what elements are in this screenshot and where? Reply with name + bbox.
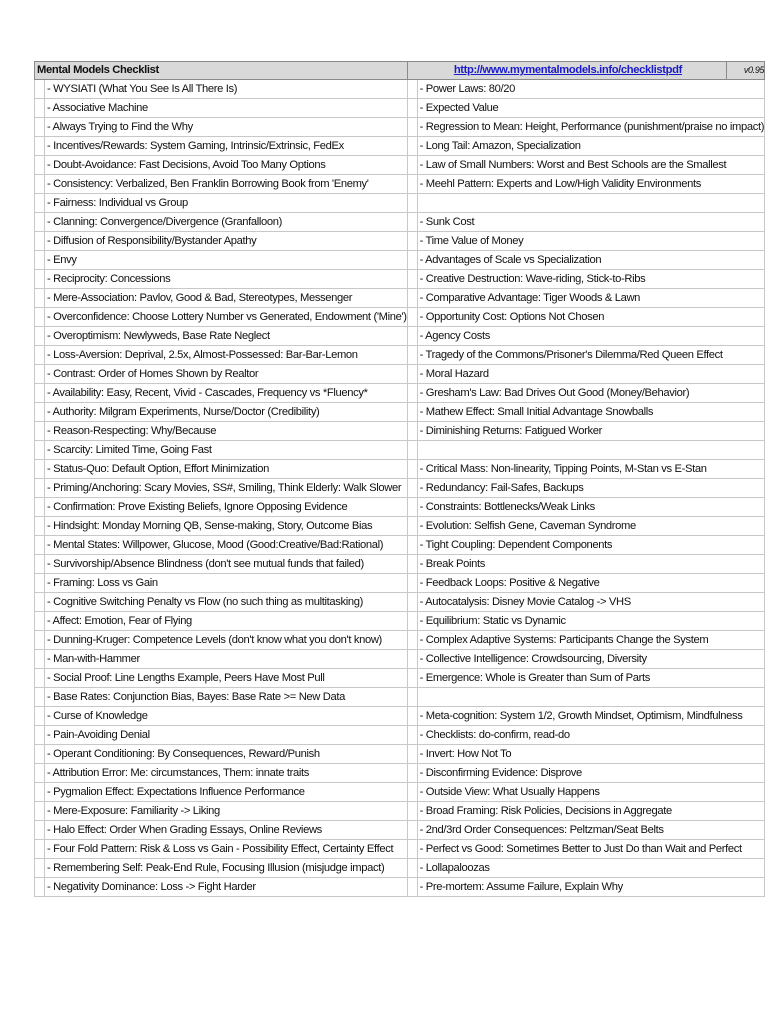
checklist-item-left: - Clanning: Convergence/Divergence (Granfalloon) <box>45 213 408 232</box>
row-gutter-left <box>35 194 45 213</box>
row-gutter-right <box>407 194 417 213</box>
checklist-item-left: - Reciprocity: Concessions <box>45 270 408 289</box>
checklist-item-right: - Outside View: What Usually Happens <box>417 783 765 802</box>
row-gutter-right <box>407 251 417 270</box>
row-gutter-right <box>407 80 417 99</box>
row-gutter-right <box>407 137 417 156</box>
table-row <box>35 517 765 536</box>
table-row <box>35 289 765 308</box>
table-row <box>35 612 765 631</box>
row-gutter-right <box>407 631 417 650</box>
row-gutter-right <box>407 232 417 251</box>
checklist-item-right: - Invert: How Not To <box>417 745 765 764</box>
checklist-item-left: - Doubt-Avoidance: Fast Decisions, Avoid Too Many Options <box>45 156 408 175</box>
table-row <box>35 840 765 859</box>
checklist-item-left: - Envy <box>45 251 408 270</box>
checklist-item-right: - Tragedy of the Commons/Prisoner's Dilemma/Red Queen Effect <box>417 346 765 365</box>
checklist-item-right: - Autocatalysis: Disney Movie Catalog -> VHS <box>417 593 765 612</box>
table-row <box>35 175 765 194</box>
row-gutter-left <box>35 365 45 384</box>
table-row <box>35 878 765 897</box>
checklist-item-left: - Overconfidence: Choose Lottery Number vs Generated, Endowment ('Mine') <box>45 308 408 327</box>
checklist-url-link[interactable]: http://www.mymentalmodels.info/checklistpdf <box>407 62 727 80</box>
row-gutter-right <box>407 612 417 631</box>
checklist-item-right: - Broad Framing: Risk Policies, Decisions in Aggregate <box>417 802 765 821</box>
table-row <box>35 555 765 574</box>
table-row <box>35 384 765 403</box>
checklist-item-left: - Authority: Milgram Experiments, Nurse/Doctor (Credibility) <box>45 403 408 422</box>
row-gutter-left <box>35 840 45 859</box>
checklist-item-left: - Fairness: Individual vs Group <box>45 194 408 213</box>
row-gutter-left <box>35 118 45 137</box>
row-gutter-right <box>407 365 417 384</box>
table-row <box>35 99 765 118</box>
table-row <box>35 745 765 764</box>
table-row <box>35 574 765 593</box>
checklist-item-left: - Scarcity: Limited Time, Going Fast <box>45 441 408 460</box>
row-gutter-left <box>35 251 45 270</box>
checklist-item-right: - Opportunity Cost: Options Not Chosen <box>417 308 765 327</box>
checklist-item-right: - Moral Hazard <box>417 365 765 384</box>
row-gutter-left <box>35 517 45 536</box>
table-row <box>35 213 765 232</box>
row-gutter-left <box>35 859 45 878</box>
row-gutter-left <box>35 783 45 802</box>
checklist-item-right: - Equilibrium: Static vs Dynamic <box>417 612 765 631</box>
checklist-item-left: - Hindsight: Monday Morning QB, Sense-making, Story, Outcome Bias <box>45 517 408 536</box>
row-gutter-right <box>407 289 417 308</box>
row-gutter-right <box>407 840 417 859</box>
row-gutter-left <box>35 764 45 783</box>
checklist-item-left: - Curse of Knowledge <box>45 707 408 726</box>
table-row <box>35 156 765 175</box>
checklist-item-right: - Constraints: Bottlenecks/Weak Links <box>417 498 765 517</box>
row-gutter-left <box>35 137 45 156</box>
table-row <box>35 593 765 612</box>
row-gutter-right <box>407 479 417 498</box>
row-gutter-left <box>35 175 45 194</box>
table-row <box>35 821 765 840</box>
checklist-item-left: - Base Rates: Conjunction Bias, Bayes: Base Rate >= New Data <box>45 688 408 707</box>
row-gutter-right <box>407 764 417 783</box>
row-gutter-left <box>35 289 45 308</box>
checklist-item-right: - Feedback Loops: Positive & Negative <box>417 574 765 593</box>
row-gutter-left <box>35 270 45 289</box>
checklist-item-right: - Meta-cognition: System 1/2, Growth Mindset, Optimism, Mindfulness <box>417 707 765 726</box>
row-gutter-left <box>35 213 45 232</box>
table-row <box>35 707 765 726</box>
table-row <box>35 422 765 441</box>
page-title: Mental Models Checklist <box>35 62 408 80</box>
row-gutter-left <box>35 479 45 498</box>
checklist-item-left: - Mental States: Willpower, Glucose, Mood (Good:Creative/Bad:Rational) <box>45 536 408 555</box>
checklist-item-right: - Long Tail: Amazon, Specialization <box>417 137 765 156</box>
row-gutter-left <box>35 555 45 574</box>
row-gutter-left <box>35 669 45 688</box>
checklist-item-right: - Evolution: Selfish Gene, Caveman Syndrome <box>417 517 765 536</box>
row-gutter-right <box>407 878 417 897</box>
checklist-item-left: - Associative Machine <box>45 99 408 118</box>
checklist-item-right: - Break Points <box>417 555 765 574</box>
row-gutter-right <box>407 118 417 137</box>
row-gutter-right <box>407 327 417 346</box>
row-gutter-right <box>407 688 417 707</box>
table-row <box>35 479 765 498</box>
checklist-item-right: - Comparative Advantage: Tiger Woods & Lawn <box>417 289 765 308</box>
header-row <box>35 62 765 80</box>
row-gutter-left <box>35 631 45 650</box>
checklist-item-left: - Survivorship/Absence Blindness (don't see mutual funds that failed) <box>45 555 408 574</box>
row-gutter-right <box>407 669 417 688</box>
checklist-item-right: - Creative Destruction: Wave-riding, Stick-to-Ribs <box>417 270 765 289</box>
row-gutter-right <box>407 593 417 612</box>
checklist-item-left: - Remembering Self: Peak-End Rule, Focusing Illusion (misjudge impact) <box>45 859 408 878</box>
checklist-item-left: - Incentives/Rewards: System Gaming, Intrinsic/Extrinsic, FedEx <box>45 137 408 156</box>
checklist-item-right: - Checklists: do-confirm, read-do <box>417 726 765 745</box>
row-gutter-right <box>407 175 417 194</box>
row-gutter-left <box>35 707 45 726</box>
checklist-item-left: - Pain-Avoiding Denial <box>45 726 408 745</box>
checklist-item-left: - Contrast: Order of Homes Shown by Realtor <box>45 365 408 384</box>
row-gutter-left <box>35 460 45 479</box>
checklist-item-left: - Mere-Exposure: Familiarity -> Liking <box>45 802 408 821</box>
row-gutter-left <box>35 745 45 764</box>
table-row <box>35 802 765 821</box>
table-row <box>35 80 765 99</box>
checklist-item-left: - Affect: Emotion, Fear of Flying <box>45 612 408 631</box>
checklist-item-right: - Sunk Cost <box>417 213 765 232</box>
table-row <box>35 365 765 384</box>
row-gutter-right <box>407 346 417 365</box>
checklist-item-right: - Disconfirming Evidence: Disprove <box>417 764 765 783</box>
row-gutter-left <box>35 384 45 403</box>
row-gutter-left <box>35 422 45 441</box>
checklist-item-left: - Four Fold Pattern: Risk & Loss vs Gain - Possibility Effect, Certainty Effect <box>45 840 408 859</box>
checklist-item-left: - Loss-Aversion: Deprival, 2.5x, Almost-Possessed: Bar-Bar-Lemon <box>45 346 408 365</box>
row-gutter-left <box>35 536 45 555</box>
row-gutter-right <box>407 308 417 327</box>
row-gutter-right <box>407 460 417 479</box>
checklist-item-right: - Emergence: Whole is Greater than Sum of Parts <box>417 669 765 688</box>
row-gutter-left <box>35 593 45 612</box>
table-row <box>35 327 765 346</box>
checklist-item-right <box>417 688 765 707</box>
table-row <box>35 346 765 365</box>
checklist-item-right: - Meehl Pattern: Experts and Low/High Validity Environments <box>417 175 765 194</box>
table-row <box>35 251 765 270</box>
version-label: v0.95 <box>727 62 765 80</box>
checklist-item-right: - Law of Small Numbers: Worst and Best Schools are the Smallest <box>417 156 765 175</box>
checklist-item-right: - Critical Mass: Non-linearity, Tipping Points, M-Stan vs E-Stan <box>417 460 765 479</box>
row-gutter-right <box>407 555 417 574</box>
row-gutter-right <box>407 156 417 175</box>
row-gutter-left <box>35 403 45 422</box>
row-gutter-left <box>35 156 45 175</box>
checklist-item-right: - Mathew Effect: Small Initial Advantage Snowballs <box>417 403 765 422</box>
checklist-item-left: - Availability: Easy, Recent, Vivid - Cascades, Frequency vs *Fluency* <box>45 384 408 403</box>
checklist-item-right: - Agency Costs <box>417 327 765 346</box>
checklist-item-right: - Advantages of Scale vs Specialization <box>417 251 765 270</box>
row-gutter-left <box>35 346 45 365</box>
row-gutter-left <box>35 650 45 669</box>
row-gutter-left <box>35 232 45 251</box>
checklist-item-right: - Tight Coupling: Dependent Components <box>417 536 765 555</box>
table-row <box>35 137 765 156</box>
table-row <box>35 783 765 802</box>
row-gutter-right <box>407 517 417 536</box>
checklist-item-right: - Regression to Mean: Height, Performance (punishment/praise no impact) <box>417 118 765 137</box>
row-gutter-left <box>35 726 45 745</box>
checklist-item-left: - Operant Conditioning: By Consequences, Reward/Punish <box>45 745 408 764</box>
table-row <box>35 232 765 251</box>
checklist-item-right: - Collective Intelligence: Crowdsourcing, Diversity <box>417 650 765 669</box>
row-gutter-left <box>35 878 45 897</box>
row-gutter-right <box>407 422 417 441</box>
row-gutter-left <box>35 688 45 707</box>
checklist-item-left: - Cognitive Switching Penalty vs Flow (no such thing as multitasking) <box>45 593 408 612</box>
table-row <box>35 194 765 213</box>
checklist-item-left: - Mere-Association: Pavlov, Good & Bad, Stereotypes, Messenger <box>45 289 408 308</box>
table-row <box>35 536 765 555</box>
table-row <box>35 498 765 517</box>
row-gutter-right <box>407 802 417 821</box>
row-gutter-right <box>407 213 417 232</box>
row-gutter-left <box>35 99 45 118</box>
row-gutter-right <box>407 498 417 517</box>
checklist-item-left: - Always Trying to Find the Why <box>45 118 408 137</box>
checklist-item-left: - Framing: Loss vs Gain <box>45 574 408 593</box>
checklist-item-right: - Gresham's Law: Bad Drives Out Good (Money/Behavior) <box>417 384 765 403</box>
row-gutter-right <box>407 821 417 840</box>
row-gutter-left <box>35 802 45 821</box>
row-gutter-left <box>35 441 45 460</box>
checklist-item-right: - Time Value of Money <box>417 232 765 251</box>
checklist-item-right <box>417 441 765 460</box>
row-gutter-left <box>35 612 45 631</box>
checklist-item-right: - 2nd/3rd Order Consequences: Peltzman/Seat Belts <box>417 821 765 840</box>
checklist-item-right: - Expected Value <box>417 99 765 118</box>
table-row <box>35 726 765 745</box>
checklist-item-left: - Consistency: Verbalized, Ben Franklin Borrowing Book from 'Enemy' <box>45 175 408 194</box>
checklist-item-left: - Halo Effect: Order When Grading Essays, Online Reviews <box>45 821 408 840</box>
checklist-item-left: - Confirmation: Prove Existing Beliefs, Ignore Opposing Evidence <box>45 498 408 517</box>
table-row <box>35 403 765 422</box>
row-gutter-right <box>407 99 417 118</box>
row-gutter-left <box>35 574 45 593</box>
row-gutter-left <box>35 498 45 517</box>
checklist-item-right: - Pre-mortem: Assume Failure, Explain Why <box>417 878 765 897</box>
checklist-item-right: - Redundancy: Fail-Safes, Backups <box>417 479 765 498</box>
row-gutter-right <box>407 726 417 745</box>
checklist-item-left: - Dunning-Kruger: Competence Levels (don't know what you don't know) <box>45 631 408 650</box>
row-gutter-right <box>407 536 417 555</box>
row-gutter-left <box>35 821 45 840</box>
table-row <box>35 859 765 878</box>
table-row <box>35 669 765 688</box>
table-row <box>35 688 765 707</box>
checklist-item-right: - Power Laws: 80/20 <box>417 80 765 99</box>
row-gutter-right <box>407 650 417 669</box>
table-row <box>35 650 765 669</box>
checklist-item-left: - Man-with-Hammer <box>45 650 408 669</box>
table-row <box>35 441 765 460</box>
checklist-item-left: - Diffusion of Responsibility/Bystander Apathy <box>45 232 408 251</box>
row-gutter-right <box>407 270 417 289</box>
table-row <box>35 764 765 783</box>
table-row <box>35 118 765 137</box>
checklist-item-left: - Pygmalion Effect: Expectations Influence Performance <box>45 783 408 802</box>
row-gutter-right <box>407 783 417 802</box>
checklist-item-right: - Diminishing Returns: Fatigued Worker <box>417 422 765 441</box>
checklist-item-right: - Perfect vs Good: Sometimes Better to Just Do than Wait and Perfect <box>417 840 765 859</box>
row-gutter-right <box>407 384 417 403</box>
checklist-item-left: - Attribution Error: Me: circumstances, Them: innate traits <box>45 764 408 783</box>
checklist-item-right: - Complex Adaptive Systems: Participants Change the System <box>417 631 765 650</box>
checklist-item-left: - Overoptimism: Newlyweds, Base Rate Neglect <box>45 327 408 346</box>
row-gutter-right <box>407 745 417 764</box>
checklist-item-left: - Reason-Respecting: Why/Because <box>45 422 408 441</box>
table-row <box>35 270 765 289</box>
table-row <box>35 308 765 327</box>
table-row <box>35 631 765 650</box>
row-gutter-right <box>407 403 417 422</box>
checklist-item-right <box>417 194 765 213</box>
row-gutter-right <box>407 574 417 593</box>
row-gutter-left <box>35 308 45 327</box>
row-gutter-right <box>407 441 417 460</box>
checklist-item-left: - Negativity Dominance: Loss -> Fight Harder <box>45 878 408 897</box>
row-gutter-left <box>35 80 45 99</box>
checklist-item-right: - Lollapaloozas <box>417 859 765 878</box>
row-gutter-right <box>407 859 417 878</box>
table-row <box>35 460 765 479</box>
checklist-item-left: - Priming/Anchoring: Scary Movies, SS#, Smiling, Think Elderly: Walk Slower <box>45 479 408 498</box>
checklist-item-left: - Social Proof: Line Lengths Example, Peers Have Most Pull <box>45 669 408 688</box>
row-gutter-left <box>35 327 45 346</box>
row-gutter-right <box>407 707 417 726</box>
checklist-item-left: - WYSIATI (What You See Is All There Is) <box>45 80 408 99</box>
checklist-table <box>34 61 765 897</box>
checklist-item-left: - Status-Quo: Default Option, Effort Minimization <box>45 460 408 479</box>
